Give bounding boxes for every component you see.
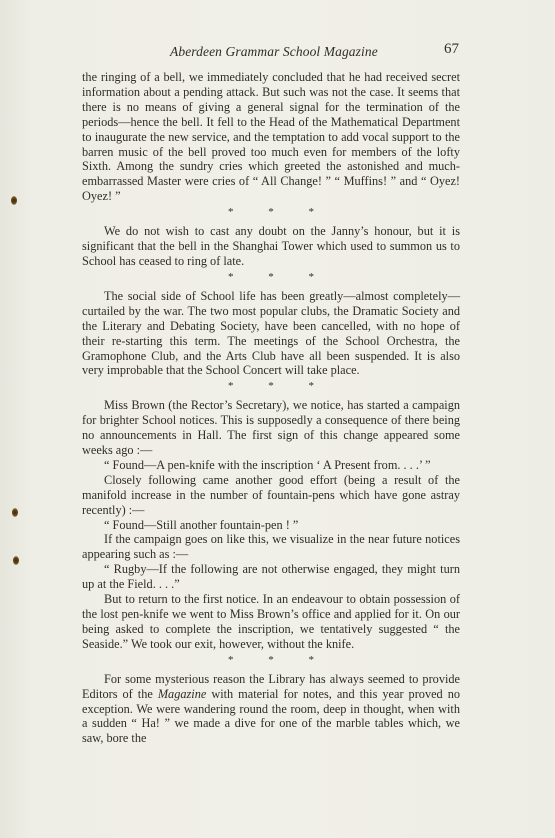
article-body xyxy=(82,70,460,746)
paragraph: Closely following came another good effort (being a result of the manifold increase in the number of fountain-pens which have gone astray recently) :— xyxy=(82,472,460,517)
paragraph: Miss Brown (the Rector’s Secretary), we notice, has started a campaign for brighter School notices. This is supposedly a consequence of there being no announcements in Hall. The first sign of this change appeared some weeks ago :— xyxy=(82,398,460,458)
page-header xyxy=(0,40,555,62)
paragraph: the ringing of a bell, we immediately concluded that he had received secret information about a pending attack. But such was not the case. It seems that there is no means of giving a general signal for the termination of the periods—hence the bell. It fell to the Head of the Mathematical Department to inaugurate the new service, and the temptation to add vocal support to the barren music of the bell proved too much even for members of the lofty Sixth. Among the sundry cries which greeted the astonished and much-embarrassed Master were cries of “ All Change! ” “ Muffins! ” and “ Oyez! Oyez! ” xyxy=(82,70,460,204)
paragraph: “ Found—A pen-knife with the inscription ‘ A Present from. . . .’ ” xyxy=(104,457,431,472)
magazine-title-italic: Magazine xyxy=(157,686,207,701)
paragraph-text: with material for notes, and this year proved no exception. We were wandering round the room, deep in thought, when with a sudden “ Ha! ” we made a dive for one of the marble tables which, we saw, bore the xyxy=(82,686,460,746)
paragraph-text: For some mysterious reason the Library has always seemed to provide Editors of the xyxy=(82,671,460,701)
binding-hole-bottom xyxy=(13,556,19,565)
page-number: 67 xyxy=(444,41,459,57)
section-separator: * * * xyxy=(228,380,330,393)
paragraph: If the campaign goes on like this, we visualize in the near future notices appearing such as :— xyxy=(82,532,460,562)
binding-hole-top xyxy=(11,196,17,205)
section-separator: * * * xyxy=(228,206,330,219)
paragraph: We do not wish to cast any doubt on the Janny’s honour, but it is significant that the bell in the Shanghai Tower which used to summon us to School has ceased to ring of late. xyxy=(82,224,460,268)
paragraph: “ Rugby—If the following are not otherwise engaged, they might turn up at the Field. . . .” xyxy=(82,562,460,592)
paragraph: “ Found—Still another fountain-pen ! ” xyxy=(104,517,299,532)
paragraph xyxy=(82,672,460,747)
paragraph: The social side of School life has been greatly—almost completely—curtailed by the war. The two most popular clubs, the Dramatic Society and the Literary and Debating Society, have been cancelled, with no hope of their re-starting this term. The meetings of the School Orchestra, the Gramophone Club, and the Arts Club have all been suspended. It is also very improbable that the School Concert will take place. xyxy=(82,288,460,378)
paragraph: But to return to the first notice. In an endeavour to obtain possession of the lost pen-knife we went to Miss Brown’s office and applied for it. On our being asked to complete the inscription, we tentatively suggested “ the Seaside.” We took our exit, however, without the knife. xyxy=(82,592,460,651)
section-separator: * * * xyxy=(228,653,330,666)
running-title: Aberdeen Grammar School Magazine xyxy=(170,44,378,59)
binding-hole-middle xyxy=(12,508,18,517)
section-separator: * * * xyxy=(228,270,330,283)
